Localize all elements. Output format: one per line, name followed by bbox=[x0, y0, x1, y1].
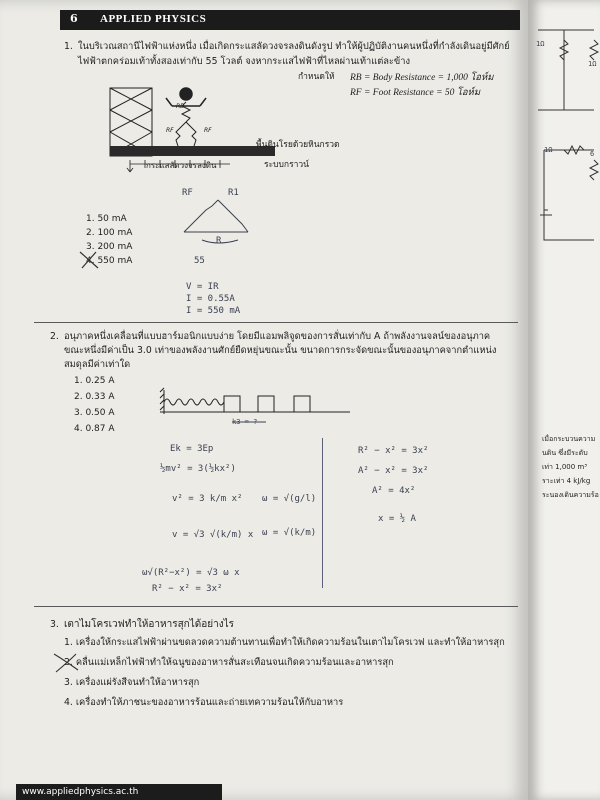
q1-work-3: I = 550 mA bbox=[186, 306, 241, 316]
hand-r: R bbox=[216, 236, 222, 246]
q1-option-1[interactable]: 1. 50 mA bbox=[86, 214, 127, 224]
adjacent-page bbox=[528, 0, 600, 800]
q2-work-5: v = √3 √(k/m) x bbox=[172, 530, 254, 540]
q1-rb: RB = Body Resistance = 1,000 โอห์ม bbox=[350, 73, 494, 83]
fig-rf-right: RF bbox=[204, 127, 212, 134]
q3-number: 3. bbox=[50, 619, 59, 630]
q2-line2: ขณะหนึ่งมีค่าเป็น 3.0 เท่าของพลังงานศักย์ยืดหยุ่นขณะนั้น ขนาดการกระจัดขณะนั้นของอนุภาคจากตำแหน่ง bbox=[64, 345, 497, 356]
q1-work-1: V = IR bbox=[186, 282, 219, 292]
q1-work-2: I = 0.55A bbox=[186, 294, 235, 304]
q1-option-4[interactable]: 4. 550 mA bbox=[86, 256, 133, 266]
fig-rb-label: RB bbox=[176, 103, 185, 110]
q1-answer-mark bbox=[78, 250, 100, 270]
spring-figure bbox=[160, 388, 350, 434]
side-r1: 1Ω bbox=[536, 40, 545, 48]
side-r4: 6 bbox=[590, 150, 595, 158]
page-number: 6 bbox=[70, 12, 78, 25]
fig-k-label: k3 = ? bbox=[232, 418, 258, 426]
side-text-2: นดิน ซึ่งมีระดับ bbox=[542, 449, 588, 457]
q3-option-2[interactable]: 2. คลื่นแม่เหล็กไฟฟ้าทำให้ฉนูของอาหารสั่นสะเทือนจนเกิดความร้อนและอาหารสุก bbox=[64, 657, 394, 668]
q2-work-6: ω = √(k/m) bbox=[262, 528, 317, 538]
side-text-4: ราะเท่า 4 kJ/kg bbox=[542, 477, 591, 485]
q2-work-8: R² − x² = 3x² bbox=[152, 584, 223, 594]
fig-rf-left: RF bbox=[166, 127, 174, 134]
q1-option-3[interactable]: 3. 200 mA bbox=[86, 242, 133, 252]
q2-line1: อนุภาคหนึ่งเคลื่อนที่แบบฮาร์มอนิกแบบง่าย โดยมีแอมพลิจูดของการสั่นเท่ากับ A ถ้าพลังงานจลน์ของอนุภาค bbox=[64, 331, 491, 342]
q2-option-4[interactable]: 4. 0.87 A bbox=[74, 424, 115, 434]
q1-rf: RF = Foot Resistance = 50 โอห์ม bbox=[350, 88, 481, 98]
q1-option-2[interactable]: 2. 100 mA bbox=[86, 228, 133, 238]
tower-icon bbox=[110, 88, 152, 156]
side-text-block bbox=[542, 432, 600, 542]
q1-line1: ในบริเวณสถานีไฟฟ้าแห่งหนึ่ง เมื่อเกิดกระแสลัดวงจรลงดินดังรูป ทำให้ผู้ปฏิบัติงานคนหนึ่งที่กำลังเดินอยู่มีศักย์ bbox=[78, 41, 510, 52]
q2-right-3: A² = 4x² bbox=[372, 486, 416, 496]
q3-option-3[interactable]: 3. เครื่องแผ่รังสีจนทำให้อาหารสุก bbox=[64, 677, 200, 688]
divider-1 bbox=[34, 322, 518, 323]
q2-work-2: ½mv² = 3(½kx²) bbox=[160, 464, 236, 474]
side-text-3: เท่า 1,000 m³ bbox=[542, 463, 588, 471]
q2-work-4: ω = √(g/l) bbox=[262, 494, 317, 504]
q2-option-1[interactable]: 1. 0.25 A bbox=[74, 376, 115, 386]
q2-right-1: R² − x² = 3x² bbox=[358, 446, 429, 456]
q2-line3: สมดุลมีค่าเท่าใด bbox=[64, 359, 131, 370]
q2-option-3[interactable]: 3. 0.50 A bbox=[74, 408, 115, 418]
q3-option-4[interactable]: 4. เครื่องทำให้ภาชนะของอาหารร้อนและถ่ายเทความร้อนให้กับอาหาร bbox=[64, 697, 344, 708]
q2-option-2[interactable]: 2. 0.33 A bbox=[74, 392, 115, 402]
q3-question: เตาไมโครเวฟทำให้อาหารสุกได้อย่างไร bbox=[64, 619, 235, 630]
divider-2 bbox=[34, 606, 518, 607]
ground-slab bbox=[110, 146, 275, 156]
q2-work-1: Ek = 3Ep bbox=[170, 444, 214, 454]
side-text-5: ระนองเดินความร้อ bbox=[542, 491, 599, 499]
footer-url[interactable]: www.appliedphysics.ac.th bbox=[16, 784, 222, 800]
q1-number: 1. bbox=[64, 41, 73, 52]
q2-number: 2. bbox=[50, 331, 59, 342]
work-separator bbox=[322, 438, 323, 588]
hand-55: 55 bbox=[194, 256, 205, 266]
q2-right-4: x = ½ A bbox=[378, 514, 416, 524]
fig-ground-label: พื้นดินโรยด้วยหินกรวด bbox=[256, 140, 340, 150]
fig-grid-label: ระบบกราวน์ bbox=[264, 160, 309, 170]
side-r2: 1Ω bbox=[588, 60, 597, 68]
q1-line2: ไฟฟ้าตกคร่อมเท้าทั้งสองเท่ากับ 55 โวลต์ จงหากระแสไฟฟ้าที่ไหลผ่านเท้าแต่ละข้าง bbox=[78, 56, 411, 67]
q2-work-3: v² = 3 k/m x² bbox=[172, 494, 243, 504]
hand-rf: RF bbox=[182, 188, 193, 198]
q3-option-1[interactable]: 1. เครื่องให้กระแสไฟฟ้าผ่านขดลวดความต้านทานเพื่อทำให้เกิดความร้อนในเตาไมโครเวฟ และทำให้อาหารสุก bbox=[64, 637, 505, 648]
q1-given-label: กำหนดให้ bbox=[298, 72, 335, 82]
hand-r1: R1 bbox=[228, 188, 239, 198]
page-header bbox=[60, 10, 520, 30]
side-text-1: เมื่อกระบวนความ bbox=[542, 435, 596, 443]
page-title: APPLIED PHYSICS bbox=[100, 13, 207, 25]
q1-hand-triangle bbox=[182, 196, 262, 246]
q3-answer-mark bbox=[52, 650, 82, 676]
q2-work-7: ω√(R²−x²) = √3 ω x bbox=[142, 568, 240, 578]
q2-right-2: A² − x² = 3x² bbox=[358, 466, 429, 476]
side-r3: 1Ω bbox=[544, 146, 553, 154]
fig-current-label: กระแสลัดวงจรลงดิน bbox=[146, 161, 217, 170]
